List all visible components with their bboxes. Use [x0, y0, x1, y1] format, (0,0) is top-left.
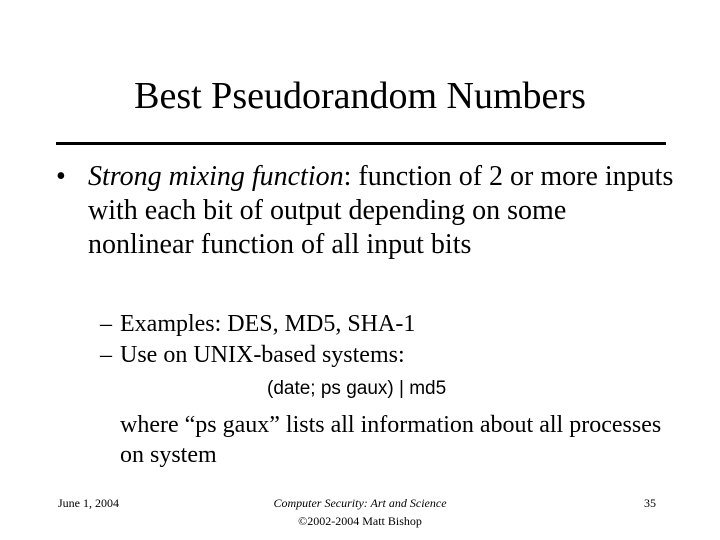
title-underline	[56, 142, 666, 145]
footer-credits	[220, 494, 500, 530]
bullet-definition: : function of 2 or more inputs with each bit of output depending on some nonlinear function of all input bits	[88, 161, 674, 260]
bullet-marker: •	[56, 161, 66, 192]
sub-bullet-examples	[100, 309, 660, 339]
command-explanation: where “ps gaux” lists all information about all processes on system	[120, 412, 662, 468]
main-bullet	[56, 160, 676, 262]
footer-book-title: Computer Security: Art and Science	[273, 496, 447, 510]
bullet-term: Strong mixing function	[88, 161, 344, 192]
sub-bullet-marker: –	[100, 311, 112, 337]
sub-bullet-text: Examples: DES, MD5, SHA-1	[120, 311, 416, 337]
slide-title: Best Pseudorandom Numbers	[134, 75, 586, 117]
sub-bullet-text: Use on UNIX-based systems:	[120, 342, 405, 368]
command-example: (date; ps gaux) | md5	[267, 378, 447, 399]
footer-page-number: 35	[644, 496, 656, 510]
sub-bullet-marker: –	[100, 342, 112, 368]
bullet-text	[88, 160, 676, 262]
sub-bullet-unix	[100, 340, 660, 370]
footer-copyright: ©2002-2004 Matt Bishop	[298, 514, 422, 528]
footer-date: June 1, 2004	[58, 496, 119, 510]
